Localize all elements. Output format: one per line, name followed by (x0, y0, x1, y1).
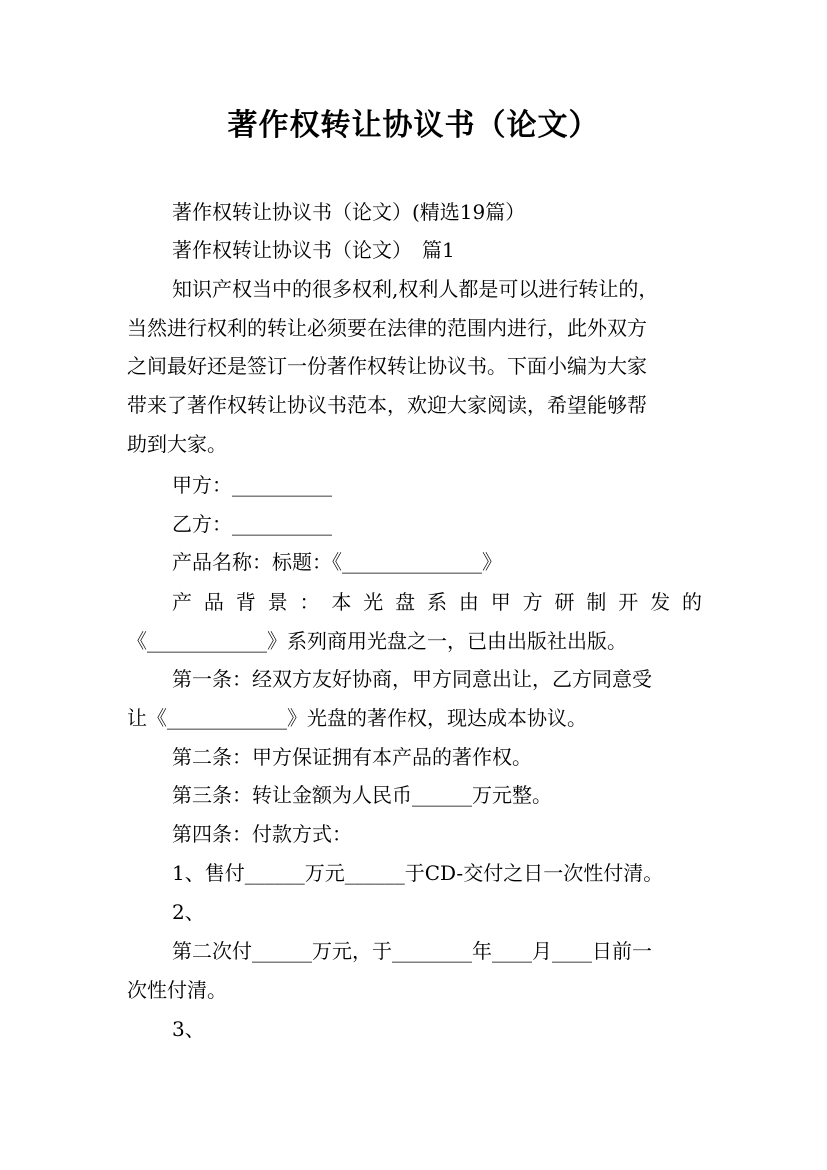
payment-item-line: 1、售付______万元______于CD-交付之日一次性付清。 (172, 861, 664, 885)
subtitle-line: 著作权转让协议书（论文）(精选19篇） (172, 200, 526, 224)
payment-item-line: 次性付清。 (127, 978, 227, 1002)
payment-item-line: 第二次付______万元，于________年____月____日前一 (172, 939, 652, 963)
paragraph-line: 知识产权当中的很多权利,权利人都是可以进行转让的， (172, 277, 659, 301)
paragraph-line: 助到大家。 (127, 432, 227, 456)
paragraph-line: 之间最好还是签订一份著作权转让协议书。下面小编为大家 (127, 354, 647, 378)
article-two-line: 第二条：甲方保证拥有本产品的著作权。 (172, 745, 532, 769)
product-background-line: 《____________》系列商用光盘之一，已由出版社出版。 (127, 629, 627, 653)
party-a-line: 甲方：__________ (172, 473, 332, 497)
party-b-line: 乙方：__________ (172, 512, 332, 536)
payment-item-line: 2、 (172, 900, 205, 924)
paragraph-line: 带来了著作权转让协议书范本，欢迎大家阅读，希望能够帮 (127, 393, 647, 417)
article-one-line: 第一条：经双方友好协商，甲方同意出让，乙方同意受 (172, 667, 652, 691)
product-background-line: 产 品 背 景 ： 本 光 盘 系 由 甲 方 研 制 开 发 的 (172, 590, 702, 614)
document-title: 著作权转让协议书（论文） (227, 108, 600, 143)
article-three-line: 第三条：转让金额为人民币______万元整。 (172, 783, 552, 807)
paragraph-line: 当然进行权利的转让必须要在法律的范围内进行，此外双方 (127, 316, 647, 340)
section-heading: 著作权转让协议书（论文） 篇1 (172, 238, 455, 262)
product-name-line: 产品名称：标题：《______________》 (172, 550, 502, 574)
article-one-line: 让《____________》光盘的著作权，现达成本协议。 (127, 706, 587, 730)
payment-item-line: 3、 (172, 1017, 205, 1041)
article-four-line: 第四条：付款方式： (172, 822, 352, 846)
